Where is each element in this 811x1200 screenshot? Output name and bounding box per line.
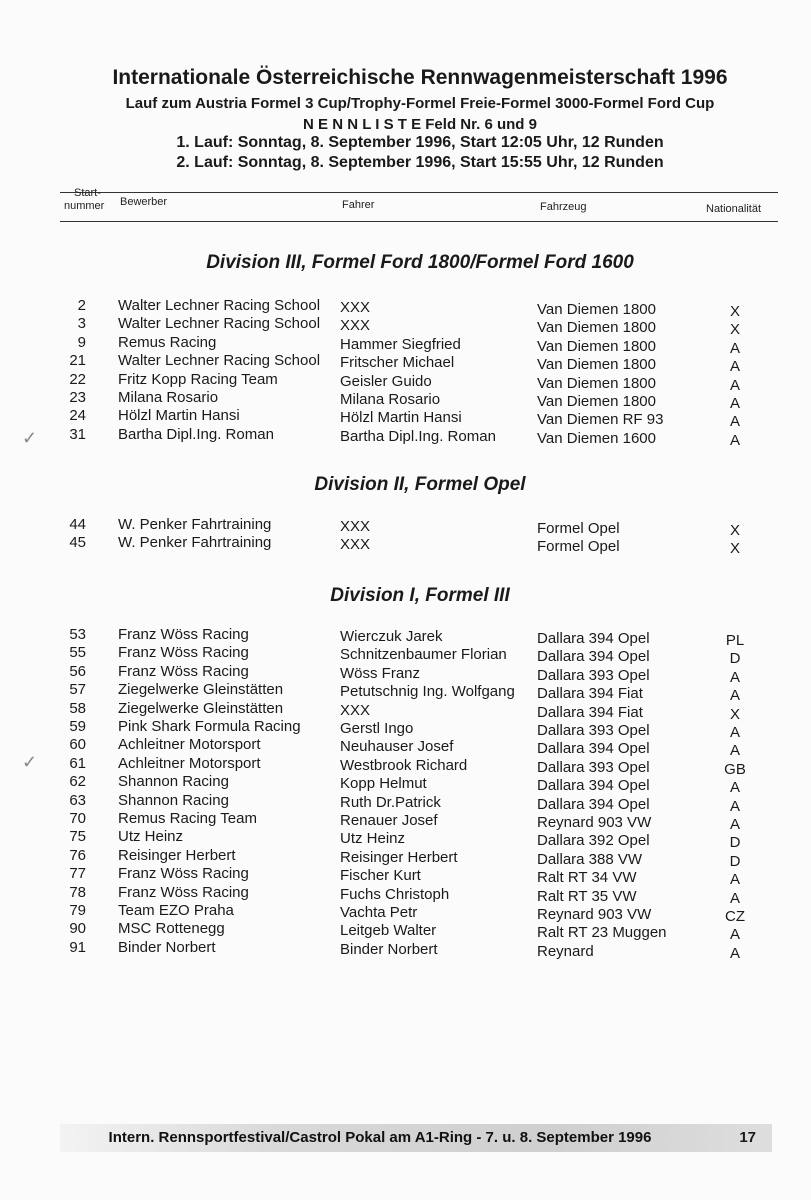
entry-nat: A xyxy=(729,395,740,412)
entry-fahrer: Renauer Josef xyxy=(340,812,438,829)
entry-fahrzeug: Dallara 394 Opel xyxy=(537,630,650,647)
entry-nat: A xyxy=(729,668,740,686)
race-2-info: 2. Lauf: Sonntag, 8. September 1996, Start 15:55 Uhr, 12 Runden xyxy=(176,154,664,171)
entry-fahrzeug: Reynard xyxy=(537,942,594,960)
entry-fahrzeug: Van Diemen 1600 xyxy=(537,429,656,447)
entry-nat: A xyxy=(729,413,740,431)
entry-num: 60 xyxy=(69,736,86,754)
entry-nat: X xyxy=(729,321,740,339)
entry-bewerber: Milana Rosario xyxy=(118,389,219,406)
entry-fahrer: Westbrook Richard xyxy=(340,756,468,774)
entry-num: 57 xyxy=(69,681,86,699)
entry-num: 53 xyxy=(69,626,86,643)
entry-fahrzeug: Dallara 394 Opel xyxy=(537,777,650,795)
entry-num: 55 xyxy=(69,644,86,662)
entry-fahrzeug: Van Diemen 1800 xyxy=(537,393,656,410)
entry-fahrzeug: Van Diemen 1800 xyxy=(537,374,656,392)
entry-num: 23 xyxy=(69,389,86,406)
entry-fahrzeug: Formel Opel xyxy=(537,538,620,556)
entry-bewerber: Shannon Racing xyxy=(118,773,229,791)
entry-nat: A xyxy=(729,431,740,449)
entry-num: 2 xyxy=(77,297,86,314)
entry-fahrer: Bartha Dipl.Ing. Roman xyxy=(340,427,496,445)
entry-num: 78 xyxy=(69,883,86,901)
entry-fahrer: Geisler Guido xyxy=(340,372,432,390)
entry-fahrer: Schnitzenbaumer Florian xyxy=(340,646,507,664)
entry-nat: A xyxy=(729,376,740,394)
entry-num: 75 xyxy=(69,828,86,846)
entry-bewerber: Bartha Dipl.Ing. Roman xyxy=(118,425,274,443)
entry-num: 70 xyxy=(69,810,86,827)
entry-bewerber: Fritz Kopp Racing Team xyxy=(118,370,278,388)
entry-fahrer: Reisinger Herbert xyxy=(340,848,458,866)
entry-nat: D xyxy=(729,650,741,668)
entry-fahrer: Petutschnig Ing. Wolfgang xyxy=(340,683,515,701)
entry-num: 79 xyxy=(69,902,86,919)
entry-fahrer: Kopp Helmut xyxy=(340,775,427,793)
col-header-startnummer-1: Start- xyxy=(74,187,101,199)
entry-fahrer: XXX xyxy=(340,317,371,335)
entry-fahrer: Utz Heinz xyxy=(340,830,406,848)
entry-fahrer: Fritscher Michael xyxy=(340,354,455,372)
division-title: Division II, Formel Opel xyxy=(314,474,526,495)
col-header-bewerber: Bewerber xyxy=(120,196,168,208)
division-title: Division I, Formel III xyxy=(330,585,510,606)
entry-bewerber: Binder Norbert xyxy=(118,938,216,956)
entry-nat: D xyxy=(729,852,741,870)
entry-nat: X xyxy=(729,303,740,320)
entry-bewerber: Franz Wöss Racing xyxy=(118,883,249,901)
entry-fahrzeug: Ralt RT 23 Muggen xyxy=(537,924,667,942)
entry-nat: X xyxy=(729,540,740,558)
entry-bewerber: W. Penker Fahrtraining xyxy=(118,516,272,533)
entry-fahrer: Binder Norbert xyxy=(340,940,438,958)
entry-fahrer: XXX xyxy=(340,518,371,535)
entry-nat: A xyxy=(729,889,740,907)
entry-fahrzeug: Dallara 394 Fiat xyxy=(537,703,643,721)
entry-nat: A xyxy=(729,926,740,944)
entry-nat: A xyxy=(729,871,740,889)
col-header-fahrer: Fahrer xyxy=(342,199,375,211)
entry-bewerber: Walter Lechner Racing School xyxy=(118,297,321,314)
entry-fahrer: Ruth Dr.Patrick xyxy=(340,793,441,811)
entry-nat: A xyxy=(729,797,740,815)
document-title: Internationale Österreichische Rennwagenmeisterschaft 1996 xyxy=(112,66,728,89)
entry-nat: A xyxy=(729,724,740,741)
entry-nat: A xyxy=(729,358,740,376)
entry-nat: A xyxy=(729,742,740,760)
entry-fahrzeug: Van Diemen 1800 xyxy=(537,319,656,337)
entry-bewerber: Franz Wöss Racing xyxy=(118,865,249,883)
entry-bewerber: Remus Racing xyxy=(118,333,217,351)
entry-fahrzeug: Van Diemen 1800 xyxy=(537,337,656,355)
col-header-fahrzeug: Fahrzeug xyxy=(540,201,587,213)
entry-bewerber: Franz Wöss Racing xyxy=(118,644,249,662)
col-header-startnummer-2: nummer xyxy=(64,200,105,212)
entry-num: 58 xyxy=(69,699,86,717)
entry-fahrzeug: Dallara 393 Opel xyxy=(537,758,650,776)
entry-fahrer: XXX xyxy=(340,701,371,719)
document-subtitle: Lauf zum Austria Formel 3 Cup/Trophy-Formel Freie-Formel 3000-Formel Ford Cup xyxy=(125,95,715,112)
header-rule-bottom xyxy=(60,221,778,222)
entry-bewerber: MSC Rottenegg xyxy=(118,920,225,938)
entry-fahrer: Wierczuk Jarek xyxy=(340,628,443,645)
entry-fahrer: Vachta Petr xyxy=(340,904,418,921)
entry-bewerber: Franz Wöss Racing xyxy=(118,662,249,680)
entry-nat: X xyxy=(729,522,740,539)
entry-fahrzeug: Reynard 903 VW xyxy=(537,906,652,923)
entry-nat: A xyxy=(729,944,740,962)
entry-bewerber: Remus Racing Team xyxy=(118,810,257,827)
entry-nat: A xyxy=(729,779,740,797)
race-1-info: 1. Lauf: Sonntag, 8. September 1996, Start 12:05 Uhr, 12 Runden xyxy=(176,134,664,151)
entry-bewerber: Hölzl Martin Hansi xyxy=(118,407,240,425)
entry-fahrzeug: Dallara 394 Opel xyxy=(537,795,650,813)
entry-fahrer: Hölzl Martin Hansi xyxy=(340,409,462,427)
entry-num: 22 xyxy=(69,370,86,388)
entry-nat: A xyxy=(729,339,740,357)
entry-fahrzeug: Ralt RT 34 VW xyxy=(537,869,637,887)
entry-num: 61 xyxy=(69,754,86,772)
list-title: N E N N L I S T E Feld Nr. 6 und 9 xyxy=(303,116,537,133)
entry-num: 56 xyxy=(69,662,86,680)
entry-num: 63 xyxy=(69,791,86,809)
entry-bewerber: Walter Lechner Racing School xyxy=(118,352,321,370)
footer-event-text: Intern. Rennsportfestival/Castrol Pokal am A1-Ring - 7. u. 8. September 1996 xyxy=(108,1129,652,1146)
entry-nat: GB xyxy=(724,760,746,778)
entry-num: 9 xyxy=(77,333,86,351)
entry-fahrzeug: Dallara 393 Opel xyxy=(537,722,650,739)
header-rule-top xyxy=(60,192,778,193)
entry-num: 44 xyxy=(69,516,86,533)
entry-fahrzeug: Van Diemen RF 93 xyxy=(537,411,664,429)
entry-bewerber: Pink Shark Formula Racing xyxy=(118,718,301,735)
entry-nat: PL xyxy=(725,632,745,649)
entry-fahrzeug: Dallara 394 Fiat xyxy=(537,685,643,703)
entry-bewerber: Achleitner Motorsport xyxy=(118,736,261,754)
col-header-nationalitaet: Nationalität xyxy=(706,203,762,215)
entry-fahrzeug: Formel Opel xyxy=(537,520,620,537)
entry-num: 76 xyxy=(69,846,86,864)
entry-fahrer: Neuhauser Josef xyxy=(340,738,454,756)
entry-fahrzeug: Dallara 393 Opel xyxy=(537,666,650,684)
page-number: 17 xyxy=(739,1129,756,1146)
entry-fahrzeug: Dallara 388 VW xyxy=(537,850,643,868)
entry-fahrzeug: Van Diemen 1800 xyxy=(537,356,656,374)
check-mark-icon: ✓ xyxy=(22,428,38,448)
entry-num: 31 xyxy=(69,425,86,443)
entry-fahrer: Fuchs Christoph xyxy=(340,885,450,903)
entry-num: 3 xyxy=(77,315,86,333)
entry-nat: A xyxy=(729,816,740,833)
entry-bewerber: W. Penker Fahrtraining xyxy=(118,534,272,552)
entry-bewerber: Utz Heinz xyxy=(118,828,184,846)
entry-bewerber: Team EZO Praha xyxy=(118,902,234,919)
entry-fahrzeug: Reynard 903 VW xyxy=(537,814,652,831)
entry-fahrer: Hammer Siegfried xyxy=(340,335,461,353)
entry-fahrer: XXX xyxy=(340,299,371,316)
entry-nat: CZ xyxy=(725,908,745,925)
entry-num: 90 xyxy=(69,920,86,938)
entry-num: 21 xyxy=(69,352,86,370)
entry-fahrzeug: Dallara 394 Opel xyxy=(537,648,650,666)
entry-fahrer: XXX xyxy=(340,536,371,554)
entry-nat: D xyxy=(729,834,741,852)
entry-fahrzeug: Dallara 394 Opel xyxy=(537,740,650,758)
entry-fahrer: Leitgeb Walter xyxy=(340,922,437,940)
entry-fahrer: Wöss Franz xyxy=(340,664,421,682)
entry-num: 24 xyxy=(69,407,86,425)
entry-num: 62 xyxy=(69,773,86,791)
entry-nat: X xyxy=(729,705,740,723)
entry-bewerber: Ziegelwerke Gleinstätten xyxy=(118,681,284,699)
entry-fahrzeug: Van Diemen 1800 xyxy=(537,301,656,318)
entry-bewerber: Ziegelwerke Gleinstätten xyxy=(118,699,284,717)
entry-num: 45 xyxy=(69,534,86,552)
entry-fahrer: Fischer Kurt xyxy=(340,867,421,885)
entry-fahrer: Gerstl Ingo xyxy=(340,720,414,737)
entry-fahrzeug: Ralt RT 35 VW xyxy=(537,887,637,905)
entry-bewerber: Franz Wöss Racing xyxy=(118,626,249,643)
entry-num: 77 xyxy=(69,865,86,883)
entry-num: 91 xyxy=(69,938,86,956)
entry-fahrzeug: Dallara 392 Opel xyxy=(537,832,650,850)
entry-nat: A xyxy=(729,687,740,705)
check-mark-icon: ✓ xyxy=(22,752,38,772)
page-footer xyxy=(60,1124,772,1152)
entry-num: 59 xyxy=(69,718,86,735)
entry-bewerber: Achleitner Motorsport xyxy=(118,754,261,772)
entry-bewerber: Shannon Racing xyxy=(118,791,229,809)
entry-bewerber: Walter Lechner Racing School xyxy=(118,315,321,333)
entry-fahrer: Milana Rosario xyxy=(340,391,441,408)
entry-bewerber: Reisinger Herbert xyxy=(118,846,236,864)
division-title: Division III, Formel Ford 1800/Formel Ford 1600 xyxy=(206,252,634,273)
